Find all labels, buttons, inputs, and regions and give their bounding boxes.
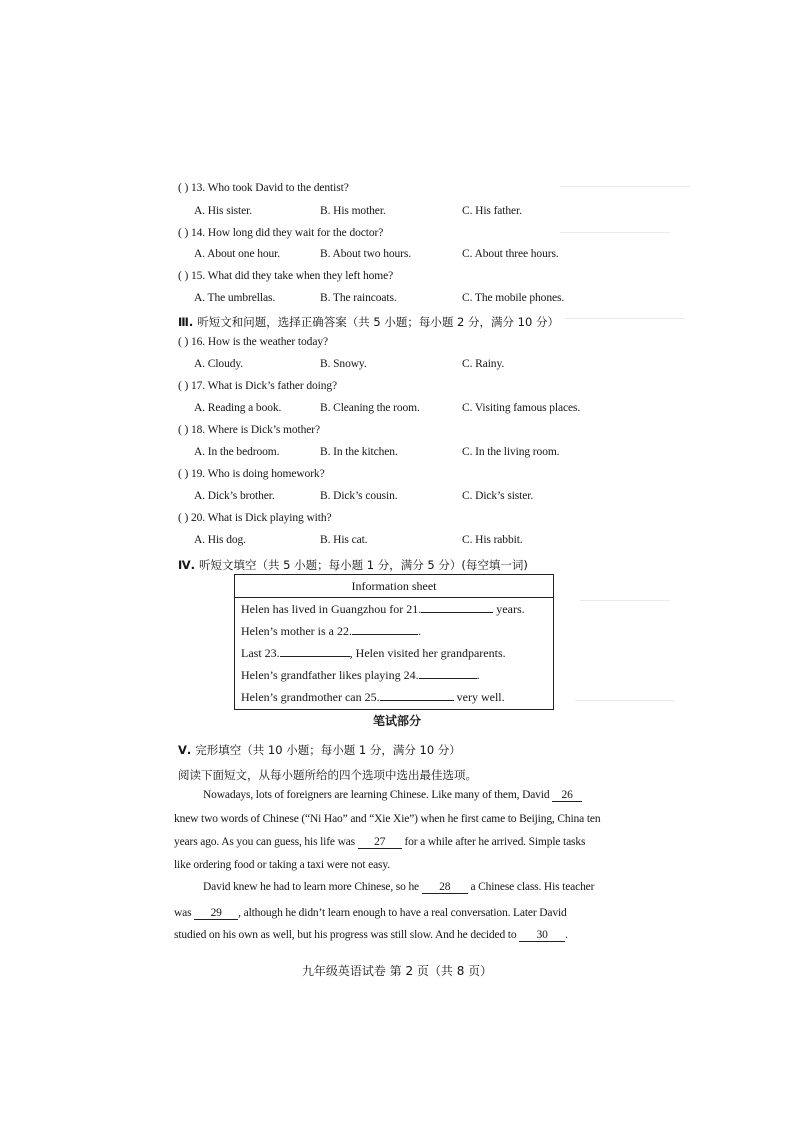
table-row xyxy=(241,688,505,705)
section-number: Ⅲ. xyxy=(178,315,198,329)
passage-line: like ordering food or taking a taxi were not easy. xyxy=(174,859,390,871)
option-a: A. In the bedroom. xyxy=(194,446,280,458)
option-c: C. The mobile phones. xyxy=(462,292,565,304)
passage-text: a Chinese class. His teacher xyxy=(467,881,595,893)
section-heading xyxy=(178,742,461,758)
option-a: A. His dog. xyxy=(194,534,246,546)
answer-blank-21[interactable] xyxy=(421,600,493,613)
row-text: Helen’s grandfather likes playing 24. xyxy=(241,668,419,682)
question-stem: ( ) 16. How is the weather today? xyxy=(178,336,328,348)
cloze-blank-26[interactable]: 26 xyxy=(552,789,582,802)
passage-text: David knew he had to learn more Chinese, so he xyxy=(203,881,422,893)
instruction-text: 阅读下面短文，从每小题所给的四个选项中选出最佳选项。 xyxy=(178,768,477,782)
row-text: . xyxy=(476,668,480,682)
passage-line xyxy=(203,881,594,894)
passage-text: Nowadays, lots of foreigners are learning Chinese. Like many of them, David xyxy=(203,789,553,801)
row-text: Last 23. xyxy=(241,646,280,660)
option-b: B. His cat. xyxy=(320,534,368,546)
option-a: A. Dick’s brother. xyxy=(194,490,275,502)
passage-text: . xyxy=(565,929,568,941)
passage-text: studied on his own as well, but his progress was still slow. And he decided to xyxy=(174,929,520,941)
answer-blank-24[interactable] xyxy=(419,666,477,679)
option-b: B. Cleaning the room. xyxy=(320,402,420,414)
row-text: Helen’s mother is a 22. xyxy=(241,624,352,638)
scan-noise xyxy=(580,600,670,601)
answer-blank-25[interactable] xyxy=(380,688,454,701)
answer-blank-23[interactable] xyxy=(280,644,350,657)
question-stem: ( ) 15. What did they take when they left home? xyxy=(178,270,394,282)
page-footer: 九年级英语试卷 第 2 页（共 8 页） xyxy=(301,964,493,978)
option-c: C. His father. xyxy=(462,205,522,217)
table-row xyxy=(241,644,506,661)
section-number: Ⅴ. xyxy=(178,743,196,757)
passage-line xyxy=(174,836,585,849)
row-text: , Helen visited her grandparents. xyxy=(349,646,506,660)
option-c: C. His rabbit. xyxy=(462,534,523,546)
option-a: A. Reading a book. xyxy=(194,402,282,414)
passage-line xyxy=(203,789,582,802)
passage-line xyxy=(174,929,568,942)
question-stem: ( ) 17. What is Dick’s father doing? xyxy=(178,380,338,392)
cloze-blank-29[interactable]: 29 xyxy=(194,907,238,920)
row-text: very well. xyxy=(453,690,505,704)
option-b: B. About two hours. xyxy=(320,248,412,260)
option-a: A. The umbrellas. xyxy=(194,292,276,304)
option-c: C. Dick’s sister. xyxy=(462,490,534,502)
scan-noise xyxy=(560,186,690,187)
cloze-blank-30[interactable]: 30 xyxy=(519,929,565,942)
option-b: B. Snowy. xyxy=(320,358,367,370)
row-text: Helen’s grandmother can 25. xyxy=(241,690,380,704)
row-text: Helen has lived in Guangzhou for 21. xyxy=(241,602,422,616)
passage-text: years ago. As you can guess, his life was xyxy=(174,836,358,848)
passage-text: was xyxy=(174,907,195,919)
section-title: 完形填空（共 10 小题；每小题 1 分，满分 10 分） xyxy=(195,743,461,757)
option-b: B. The raincoats. xyxy=(320,292,397,304)
table-row xyxy=(241,622,421,639)
cloze-blank-28[interactable]: 28 xyxy=(422,881,468,894)
section-number: Ⅳ. xyxy=(178,558,200,572)
scan-noise xyxy=(565,318,685,319)
option-c: C. Rainy. xyxy=(462,358,505,370)
written-part-title: 笔试部分 xyxy=(372,714,421,728)
option-c: C. In the living room. xyxy=(462,446,560,458)
option-a: A. Cloudy. xyxy=(194,358,244,370)
information-sheet-table xyxy=(234,574,554,710)
option-c: C. About three hours. xyxy=(462,248,559,260)
option-b: B. In the kitchen. xyxy=(320,446,398,458)
section-heading xyxy=(178,557,528,573)
section-title: 听短文和问题，选择正确答案（共 5 小题；每小题 2 分，满分 10 分） xyxy=(197,315,559,329)
option-b: B. Dick’s cousin. xyxy=(320,490,398,502)
option-c: C. Visiting famous places. xyxy=(462,402,581,414)
passage-text: , although he didn’t learn enough to have a real conversation. Later David xyxy=(238,907,567,919)
passage-text: for a while after he arrived. Simple tasks xyxy=(401,836,586,848)
scan-noise xyxy=(560,232,670,233)
section-heading xyxy=(178,314,559,330)
question-stem: ( ) 20. What is Dick playing with? xyxy=(178,512,332,524)
question-stem: ( ) 18. Where is Dick’s mother? xyxy=(178,424,320,436)
table-title: Information sheet xyxy=(235,575,553,598)
option-a: A. About one hour. xyxy=(194,248,281,260)
row-text: . xyxy=(417,624,421,638)
section-title: 听短文填空（共 5 小题；每小题 1 分，满分 5 分）(每空填一词) xyxy=(199,558,528,572)
question-stem: ( ) 14. How long did they wait for the doctor? xyxy=(178,227,384,239)
table-row xyxy=(241,600,525,617)
passage-line xyxy=(174,907,567,920)
table-row xyxy=(241,666,480,683)
row-text: years. xyxy=(493,602,525,616)
question-stem: ( ) 13. Who took David to the dentist? xyxy=(178,182,349,194)
scan-noise xyxy=(575,700,675,701)
passage-line: knew two words of Chinese (“Ni Hao” and “Xie Xie”) when he first came to Beijing, China ten xyxy=(174,813,601,825)
option-b: B. His mother. xyxy=(320,205,386,217)
question-stem: ( ) 19. Who is doing homework? xyxy=(178,468,325,480)
option-a: A. His sister. xyxy=(194,205,253,217)
cloze-blank-27[interactable]: 27 xyxy=(358,836,402,849)
answer-blank-22[interactable] xyxy=(352,622,418,635)
